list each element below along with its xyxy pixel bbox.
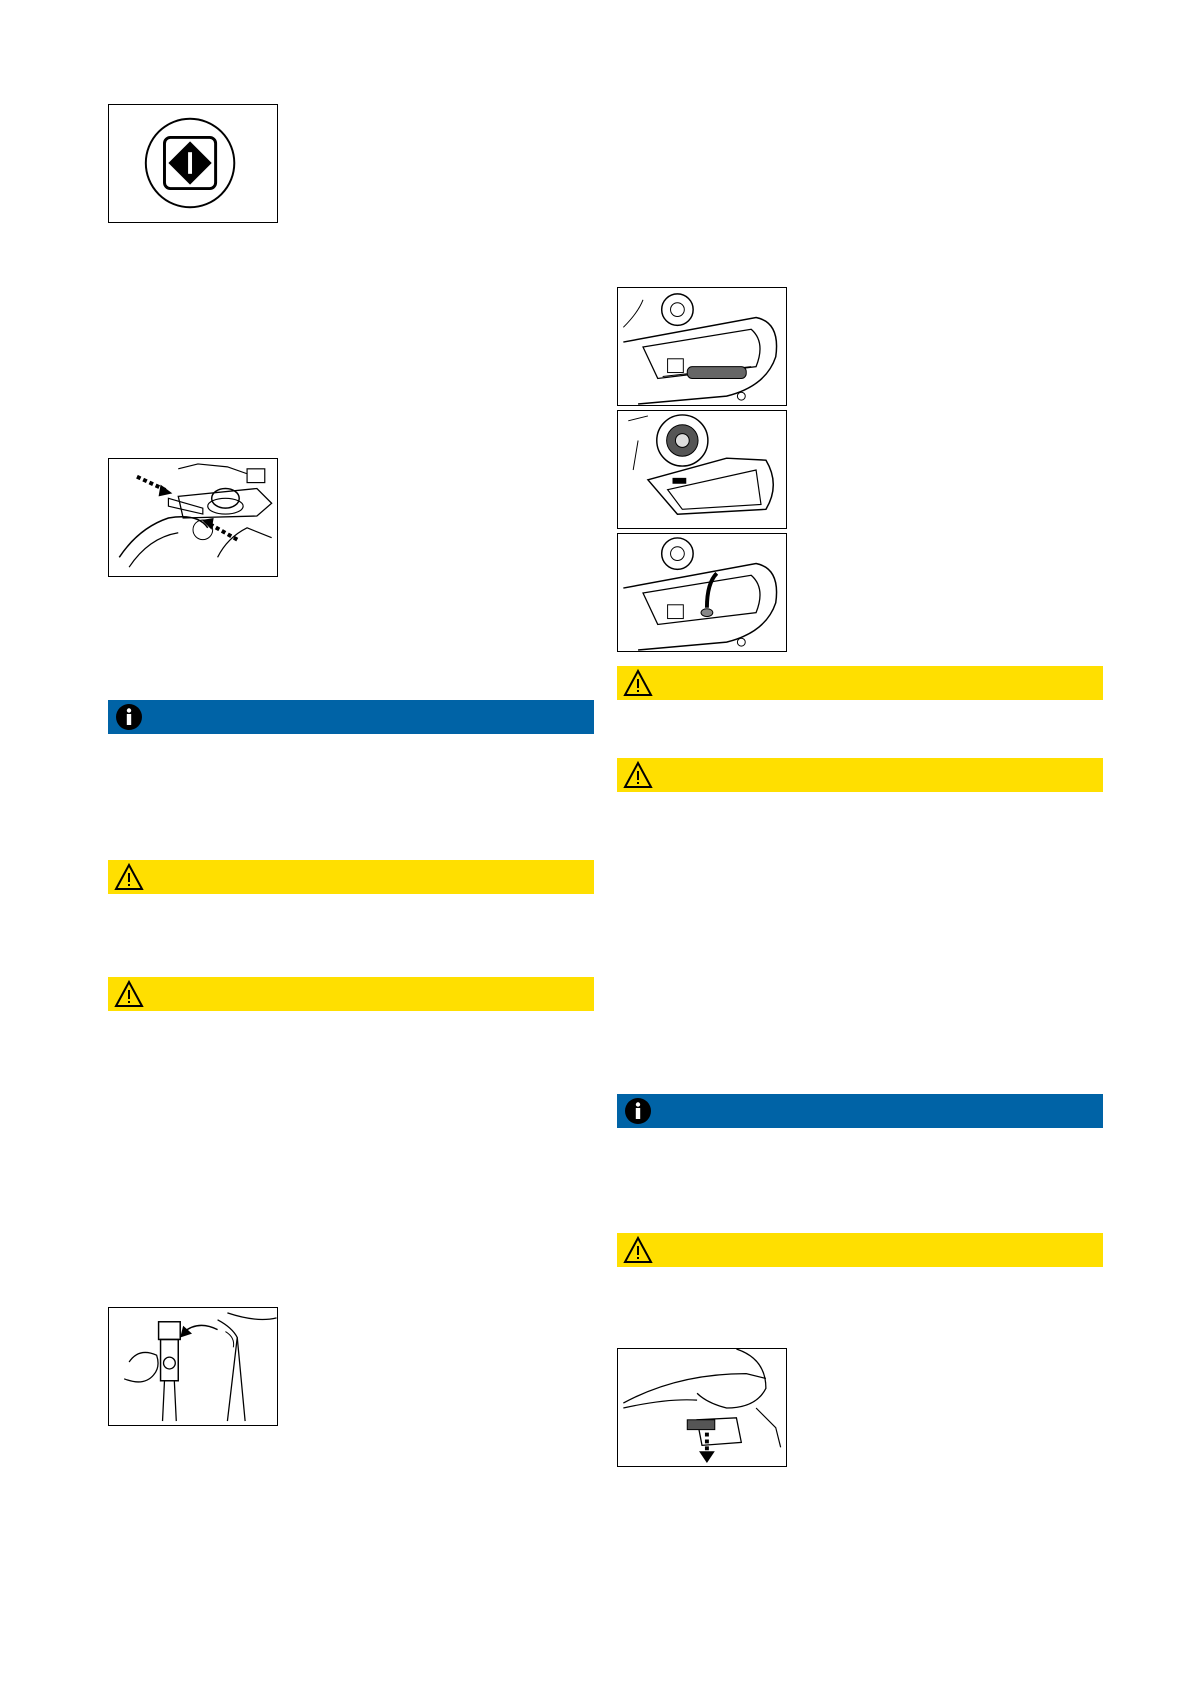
warning-notice-bar (108, 977, 594, 1011)
container-figure-2 (617, 410, 787, 529)
info-notice-bar (108, 700, 594, 734)
info-icon (114, 702, 144, 732)
filter-removal-figure (617, 1348, 787, 1467)
warning-triangle-icon (623, 668, 653, 698)
warning-notice-bar (617, 758, 1103, 792)
warning-notice-bar (617, 1233, 1103, 1267)
container-figure-1 (617, 287, 787, 406)
start-button-figure (108, 104, 278, 223)
warning-triangle-icon (114, 979, 144, 1009)
warning-notice-bar (617, 666, 1103, 700)
container-figure-3 (617, 533, 787, 652)
power-on-button-icon (109, 105, 277, 222)
clamp-wrench-figure (108, 458, 278, 577)
warning-triangle-icon (114, 862, 144, 892)
info-notice-bar (617, 1094, 1103, 1128)
warning-triangle-icon (623, 1235, 653, 1265)
info-icon (623, 1096, 653, 1126)
warning-notice-bar (108, 860, 594, 894)
hose-coupling-figure (108, 1307, 278, 1426)
warning-triangle-icon (623, 760, 653, 790)
